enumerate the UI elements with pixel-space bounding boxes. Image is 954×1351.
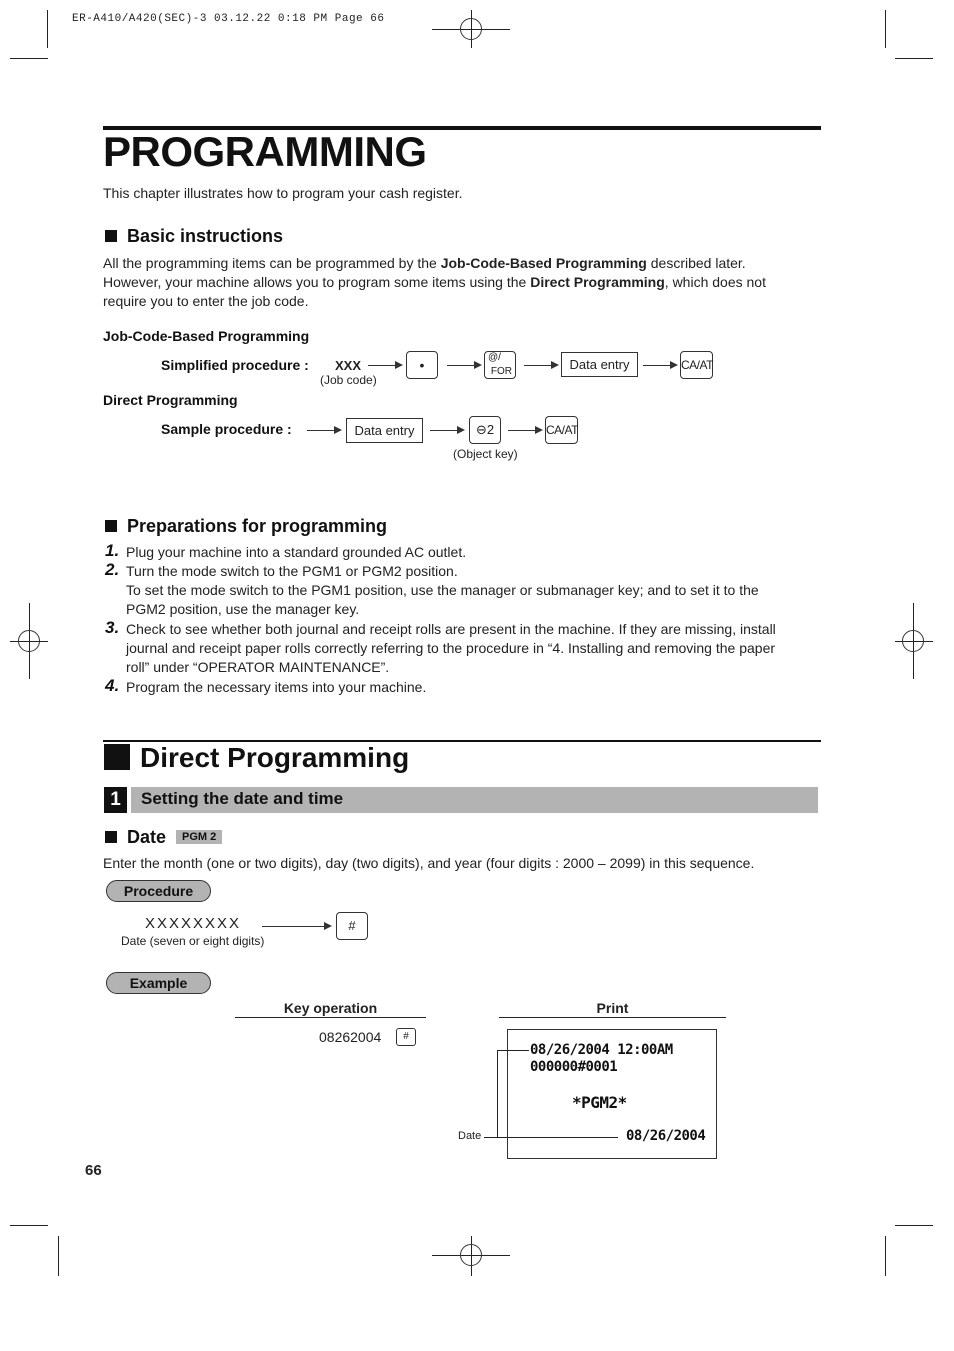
step-line: Program the necessary items into your machine.: [126, 679, 427, 695]
receipt-line: *PGM2*: [572, 1093, 627, 1112]
crop-mark: [885, 10, 886, 48]
step-line: journal and receipt paper rolls correctly referring to the procedure in “4. Installing and removing the paper: [126, 640, 776, 656]
date-callout-label: Date: [458, 1130, 482, 1142]
pgm-badge: PGM 2: [176, 830, 222, 844]
procedure-label: Procedure: [106, 880, 211, 902]
square-bullet-icon: [105, 831, 117, 843]
text: , which does not: [664, 274, 766, 290]
step-line: Check to see whether both journal and receipt rolls are present in the machine. If they are missing, install: [126, 621, 776, 637]
key-top-text: @/: [488, 352, 501, 363]
receipt-line: 08/26/2004 12:00AM: [530, 1042, 673, 1058]
bold-text: Job-Code-Based Programming: [440, 255, 647, 271]
arrow-icon: [508, 430, 541, 431]
data-entry-box: Data entry: [561, 352, 638, 377]
arrow-icon: [307, 430, 340, 431]
key-operation-heading: Key operation: [283, 1000, 378, 1016]
step-text: [126, 543, 816, 562]
crop-mark: [895, 1225, 933, 1226]
key-bottom-text: FOR: [490, 366, 512, 377]
basic-paragraph: [103, 254, 803, 311]
callout-line: [497, 1050, 529, 1051]
hash-key: #: [336, 912, 368, 940]
step-line: roll” under “OPERATOR MAINTENANCE”.: [126, 659, 390, 675]
job-code-xxx: XXX: [335, 358, 362, 373]
arrow-icon: [430, 430, 463, 431]
section-number: 1: [104, 787, 127, 813]
ca-at-key: CA/AT: [680, 351, 713, 379]
arrow-icon: [368, 365, 401, 366]
section-square-icon: [104, 744, 130, 770]
step-text: [126, 562, 816, 619]
sample-label: Sample procedure :: [161, 421, 292, 437]
key-operation-rule: [235, 1017, 426, 1018]
step-text: [126, 620, 816, 677]
procedure-caption: Date (seven or eight digits): [121, 934, 265, 948]
step-line: PGM2 position, use the manager key.: [126, 601, 360, 617]
text: described later.: [646, 255, 746, 271]
heading-text: Preparations for programming: [127, 516, 388, 536]
square-bullet-icon: [105, 230, 117, 242]
basic-instructions-heading: [105, 226, 283, 247]
step-number: 3.: [105, 618, 120, 637]
job-code-caption: (Job code): [320, 373, 377, 387]
crop-mark: [885, 1236, 886, 1276]
heading-text: Basic instructions: [127, 226, 284, 246]
text: require you to enter the job code.: [103, 293, 309, 309]
procedure-digits: XXXXXXXX: [145, 915, 242, 932]
simplified-label: Simplified procedure :: [161, 357, 309, 373]
object-key-caption: (Object key): [453, 447, 518, 461]
step-number: 1.: [105, 541, 120, 560]
object-key: ⊖2: [469, 416, 501, 444]
date-heading: [105, 827, 222, 848]
data-entry-box-2: Data entry: [346, 418, 423, 443]
crop-mark: [10, 1225, 48, 1226]
step-number: 4.: [105, 676, 120, 695]
at-for-key: [484, 351, 516, 379]
crop-mark: [47, 10, 48, 48]
preparations-heading: [105, 516, 387, 537]
step-line: To set the mode switch to the PGM1 position, use the manager or submanager key; and to set it to the: [126, 582, 759, 598]
print-heading: Print: [596, 1000, 629, 1016]
step-line: Turn the mode switch to the PGM1 or PGM2 position.: [126, 563, 458, 579]
arrow-icon: [524, 365, 557, 366]
receipt-line: 000000#0001: [530, 1059, 618, 1075]
heading-text: Date: [127, 827, 167, 847]
jcb-label: Job-Code-Based Programming: [103, 328, 310, 344]
hash-key-small: #: [396, 1028, 416, 1046]
text: However, your machine allows you to program some items using the: [103, 274, 531, 290]
step-number: 2.: [105, 560, 120, 579]
example-label: Example: [106, 972, 211, 994]
registration-circle: [902, 630, 924, 652]
receipt-line: 08/26/2004: [626, 1128, 706, 1144]
key-operation-value: 08262004: [319, 1029, 382, 1045]
arrow-icon: [643, 365, 676, 366]
step-line: Plug your machine into a standard grounded AC outlet.: [126, 544, 467, 560]
bold-text: Direct Programming: [530, 274, 665, 290]
registration-circle: [460, 1244, 482, 1266]
callout-line: [497, 1050, 498, 1137]
ca-at-key-2: CA/AT: [545, 416, 578, 444]
print-header-line: ER-A410/A420(SEC)-3 03.12.22 0:18 PM Page 66: [72, 13, 385, 25]
crop-mark: [58, 1236, 59, 1276]
step-text: [126, 678, 816, 697]
page-number: 66: [85, 1162, 102, 1179]
date-description: Enter the month (one or two digits), day (two digits), and year (four digits : 2000 – 2099) in this sequence.: [103, 855, 755, 871]
crop-mark: [10, 58, 48, 59]
callout-line: [484, 1137, 618, 1138]
square-bullet-icon: [105, 520, 117, 532]
registration-circle: [460, 18, 482, 40]
arrow-icon: [262, 926, 330, 927]
text: All the programming items can be programmed by the: [103, 255, 441, 271]
intro-text: This chapter illustrates how to program your cash register.: [103, 185, 463, 201]
section-title: Setting the date and time: [141, 789, 344, 808]
print-rule: [499, 1017, 726, 1018]
direct-programming-title: Direct Programming: [140, 742, 410, 773]
dot-key: •: [406, 351, 438, 379]
page-title: PROGRAMMING: [103, 128, 427, 175]
arrow-icon: [447, 365, 480, 366]
crop-mark: [895, 58, 933, 59]
direct-label: Direct Programming: [103, 392, 238, 408]
registration-circle: [18, 630, 40, 652]
